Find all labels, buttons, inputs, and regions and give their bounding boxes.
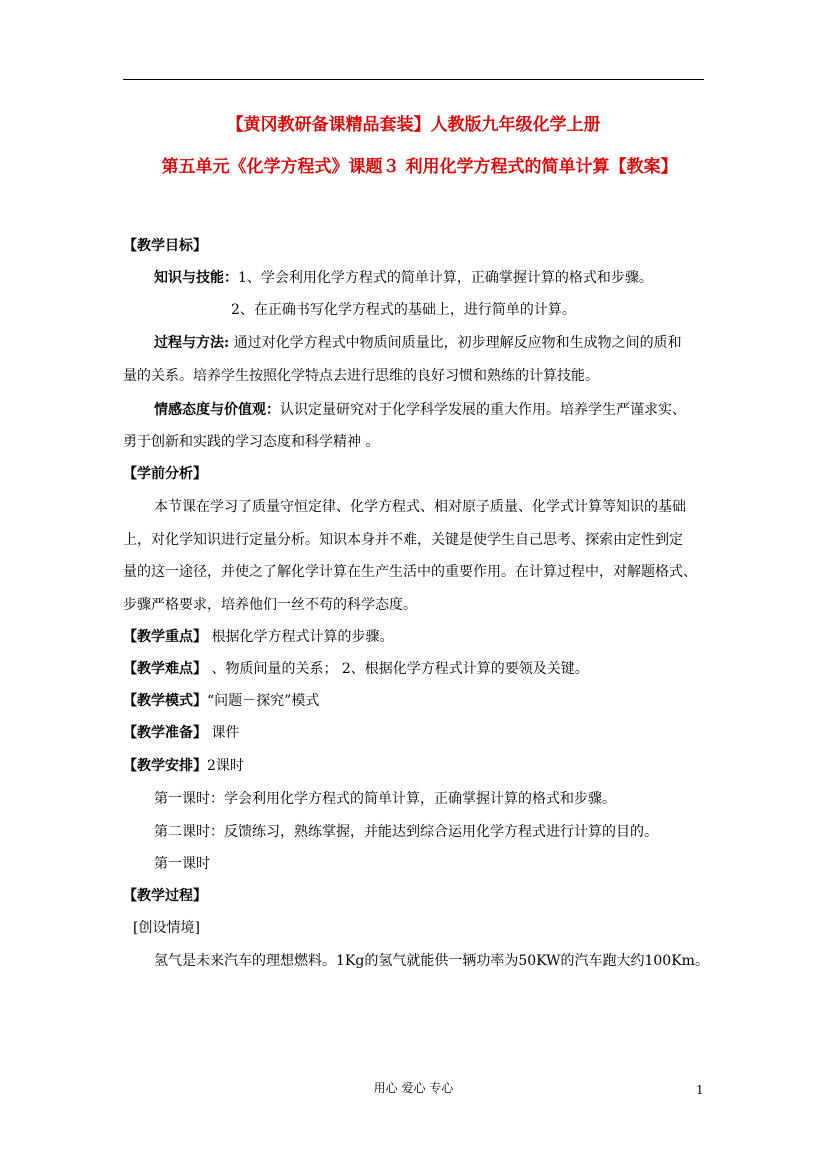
- analysis-line-4: 步骤严格要求，培养他们一丝不苟的科学态度。: [123, 597, 417, 613]
- preparation-heading: 【教学准备】: [123, 725, 207, 741]
- preparation-text: 课件: [207, 725, 240, 741]
- scene-text: 氢气是未来汽车的理想燃料。1Kg的氢气就能供一辆功率为50KW的汽车跑大约100Km。: [154, 953, 709, 969]
- knowledge-label: 知识与技能：: [154, 270, 238, 286]
- process-label: 过程与方法:: [154, 335, 230, 351]
- key-points-heading: 【教学重点】: [123, 629, 207, 645]
- analysis-line-2: 上，对化学知识进行定量分析。知识本身并不难，关键是使学生自己思考、探索由定性到定: [123, 532, 683, 548]
- difficulties-text: 、物质间量的关系； 2、根据化学方程式计算的要领及关键。: [207, 661, 589, 677]
- analysis-line-1: 本节课在学习了质量守恒定律、化学方程式、相对原子质量、化学式计算等知识的基础: [154, 499, 686, 515]
- emotion-text-1: 认识定量研究对于化学科学发展的重大作用。培养学生严谨求实、: [280, 402, 686, 418]
- scene-label: [创设情境]: [133, 920, 200, 936]
- arrangement-line: [123, 756, 244, 776]
- knowledge-line-1: [154, 268, 653, 288]
- doc-title-line1: 【黄冈教研备课精品套装】人教版九年级化学上册: [226, 115, 601, 135]
- header-rule: [123, 79, 704, 80]
- emotion-line-1: [154, 400, 686, 420]
- mode-line: [123, 691, 319, 711]
- lesson-2-line: 第二课时：反馈练习，熟练掌握，并能达到综合运用化学方程式进行计算的目的。: [154, 824, 658, 840]
- mode-text: “问题－探究”模式: [207, 693, 320, 709]
- process-heading: 【教学过程】: [123, 888, 207, 904]
- footer-motto: 用心 爱心 专心: [373, 1081, 454, 1095]
- key-points-line: [123, 627, 393, 647]
- difficulties-line: [123, 659, 589, 679]
- doc-title-line2: 第五单元《化学方程式》课题３ 利用化学方程式的简单计算【教案】: [161, 157, 678, 177]
- mode-heading: 【教学模式】: [123, 693, 207, 709]
- emotion-line-2: 勇于创新和实践的学习态度和科学精神 。: [123, 434, 380, 450]
- process-text-1: 通过对化学方程式中物质间质量比，初步理解反应物和生成物之间的质和: [229, 335, 682, 351]
- analysis-line-3: 量的这一途径，并使之了解化学计算在生产生活中的重要作用。在计算过程中，对解题格式、: [123, 564, 697, 580]
- process-line-1: [154, 333, 682, 353]
- knowledge-text-1: 1、学会利用化学方程式的简单计算，正确掌握计算的格式和步骤。: [238, 270, 653, 286]
- arrangement-text: 2课时: [207, 758, 244, 774]
- lesson-1-line: 第一课时：学会利用化学方程式的简单计算，正确掌握计算的格式和步骤。: [154, 791, 616, 807]
- process-line-2: 量的关系。培养学生按照化学特点去进行思维的良好习惯和熟练的计算技能。: [123, 368, 599, 384]
- knowledge-line-2: 2、在正确书写化学方程式的基础上，进行简单的计算。: [231, 302, 576, 318]
- emotion-label: 情感态度与价值观：: [154, 402, 280, 418]
- analysis-heading: 【学前分析】: [123, 466, 207, 482]
- difficulties-heading: 【教学难点】: [123, 661, 207, 677]
- page-number: 1: [696, 1083, 704, 1097]
- arrangement-heading: 【教学安排】: [123, 758, 207, 774]
- key-points-text: 根据化学方程式计算的步骤。: [207, 629, 394, 645]
- preparation-line: [123, 723, 239, 743]
- objectives-heading: 【教学目标】: [123, 238, 207, 254]
- current-lesson: 第一课时: [154, 856, 210, 872]
